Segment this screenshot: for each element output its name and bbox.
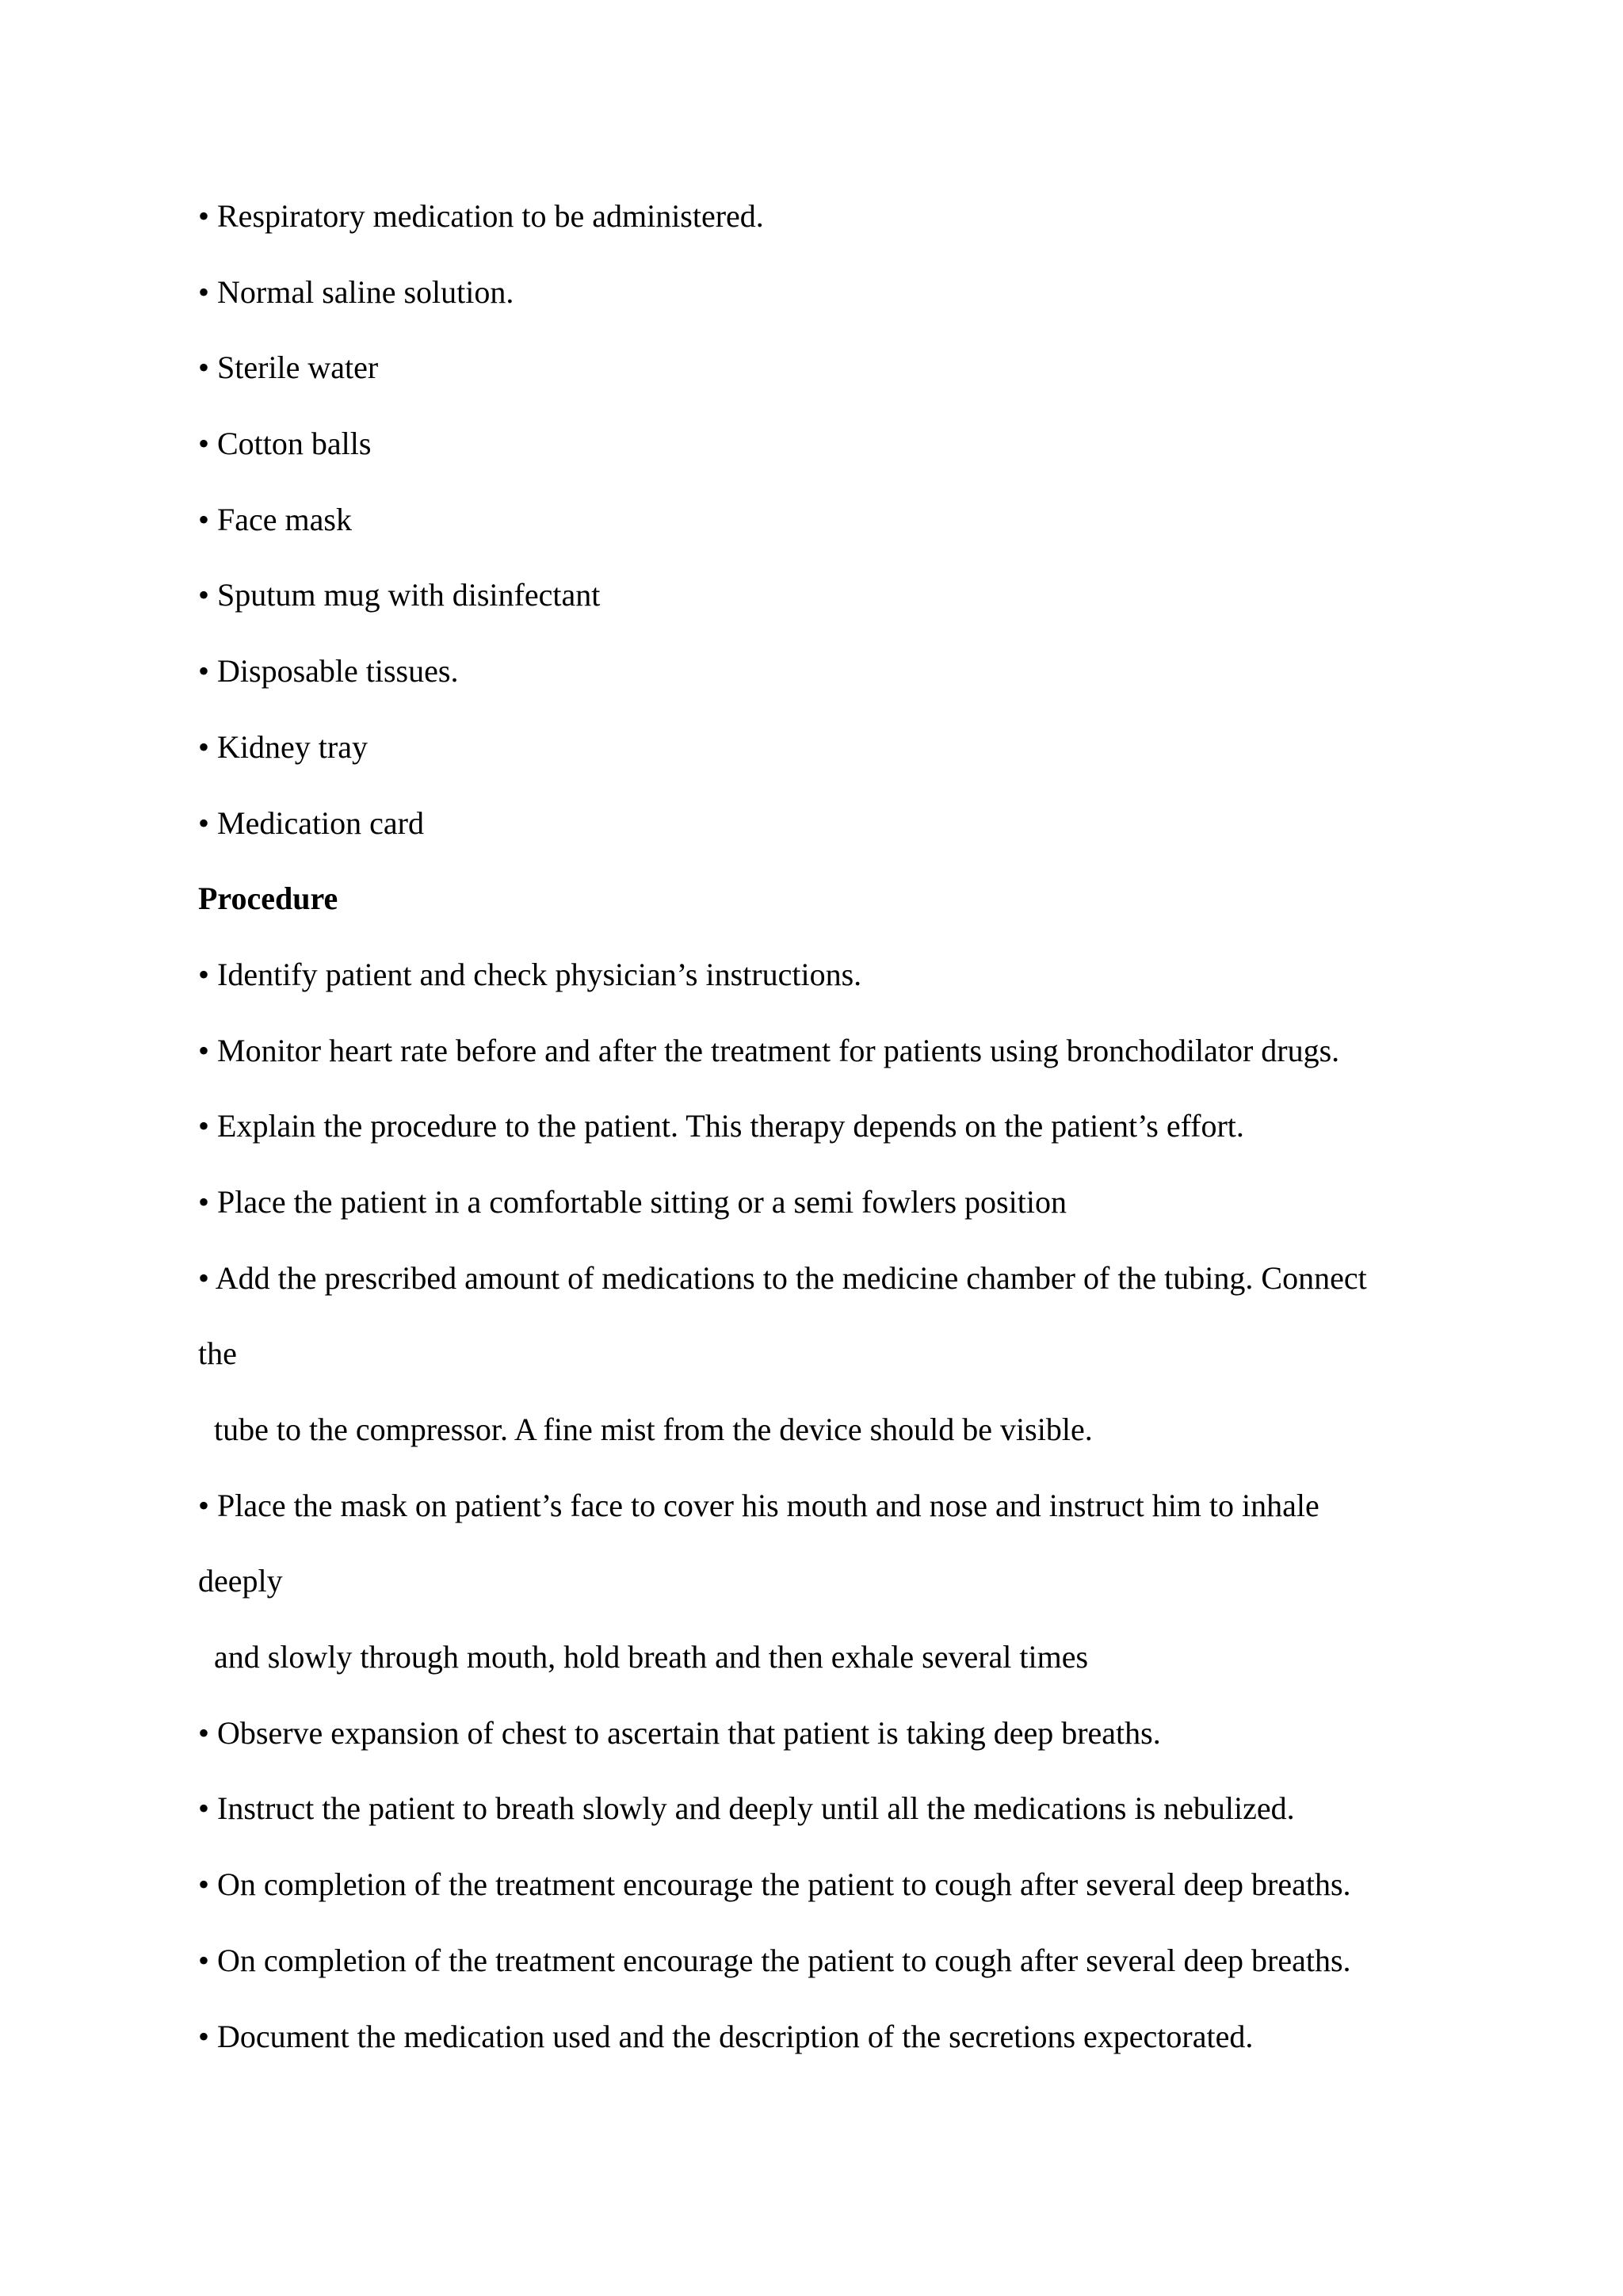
list-item-continuation: tube to the compressor. A fine mist from the device should be visible. <box>214 1412 1093 1447</box>
list-item: • Sputum mug with disinfectant <box>198 577 601 613</box>
list-item: • Place the mask on patient’s face to cover his mouth and nose and instruct him to inhale <box>198 1487 1319 1523</box>
list-item: • Document the medication used and the description of the secretions expectorated. <box>198 2018 1254 2054</box>
list-item: • Normal saline solution. <box>198 273 514 310</box>
list-item: • Add the prescribed amount of medications to the medicine chamber of the tubing. Connect <box>198 1259 1367 1296</box>
list-item: • Cotton balls <box>198 426 372 462</box>
list-item-continuation: the <box>198 1335 237 1372</box>
list-item: • Face mask <box>198 501 352 537</box>
list-item-continuation: and slowly through mouth, hold breath and then exhale several times <box>214 1639 1089 1675</box>
list-item: • On completion of the treatment encourage the patient to cough after several deep breaths. <box>198 1866 1351 1903</box>
equipment-list <box>198 193 1434 875</box>
list-item: • Explain the procedure to the patient. This therapy depends on the patient’s effort. <box>198 1108 1244 1144</box>
list-item: • Monitor heart rate before and after the treatment for patients using bronchodilator drugs. <box>198 1032 1340 1068</box>
list-item: • Identify patient and check physician’s instructions. <box>198 956 862 992</box>
list-item: • Observe expansion of chest to ascertain that patient is taking deep breaths. <box>198 1714 1161 1751</box>
list-item: • Instruct the patient to breath slowly and deeply until all the medications is nebulized. <box>198 1790 1295 1827</box>
procedure-list <box>198 951 1434 2088</box>
list-item: • Sterile water <box>198 350 379 386</box>
procedure-heading: Procedure <box>198 881 338 917</box>
list-item-continuation: deeply <box>198 1563 283 1599</box>
list-item: • On completion of the treatment encourage the patient to cough after several deep breaths. <box>198 1942 1351 1978</box>
list-item: • Kidney tray <box>198 728 368 765</box>
list-item: • Medication card <box>198 804 424 841</box>
document-body <box>198 193 1434 2088</box>
list-item: • Respiratory medication to be administered. <box>198 198 764 234</box>
list-item: • Disposable tissues. <box>198 653 459 690</box>
list-item: • Place the patient in a comfortable sitting or a semi fowlers position <box>198 1183 1067 1220</box>
